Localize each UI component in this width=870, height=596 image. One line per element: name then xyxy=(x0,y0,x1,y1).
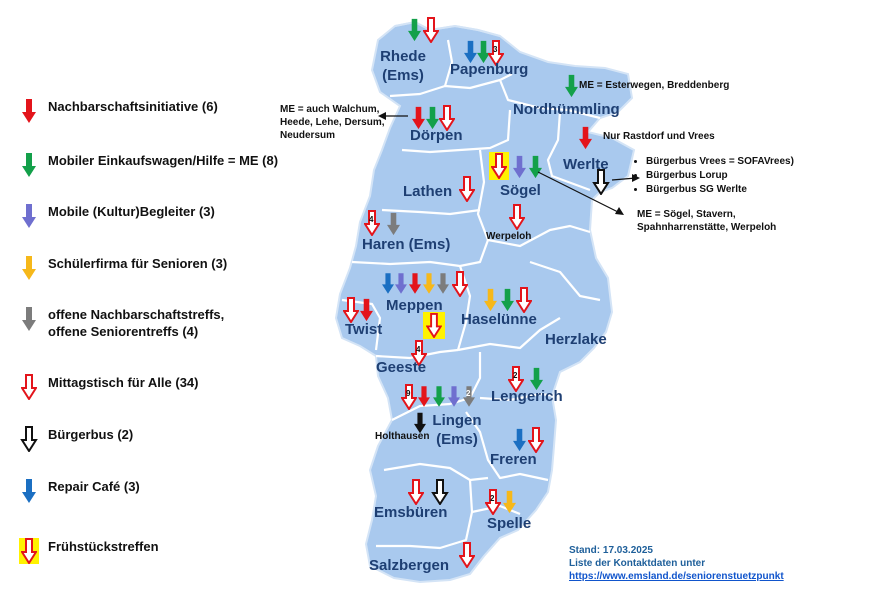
buergerbus-list xyxy=(632,155,794,197)
town-label-meppen: Meppen xyxy=(386,297,443,314)
legend-item xyxy=(18,306,224,340)
legend-label: Bürgerbus (2) xyxy=(48,427,134,442)
town-label-lingen: Lingen (Ems) xyxy=(432,412,482,448)
count-lingen-treff: 2 xyxy=(466,389,471,398)
purple-arrow-icon xyxy=(18,203,40,229)
legend-label: offene Nachbarschaftstreffs, offene Seniorentreffs (4) xyxy=(48,307,225,339)
town-label-haren: Haren (Ems) xyxy=(362,236,451,253)
legend-item xyxy=(18,255,227,281)
town-label-geeste: Geeste xyxy=(376,359,427,376)
town-label-nordhuemmling: Nordhümmling xyxy=(513,101,620,118)
town-label-lathen: Lathen xyxy=(403,183,453,200)
footer-stand: Stand: 17.03.2025 xyxy=(569,545,653,556)
list-item: • Bürgerbus Lorup xyxy=(646,169,794,183)
legend-item xyxy=(18,426,133,452)
footer-link[interactable]: https://www.emsland.de/seniorenstuetzpunkt xyxy=(569,571,784,582)
red-outline-arrow-icon xyxy=(18,374,40,400)
black-outline-arrow-icon xyxy=(18,426,40,452)
legend-item xyxy=(18,374,198,400)
legend-label: Repair Café (3) xyxy=(48,479,140,494)
legend-label: Frühstückstreffen xyxy=(48,539,159,554)
green-arrow-icon xyxy=(18,152,40,178)
legend-item xyxy=(18,478,140,504)
note-holthausen: Holthausen xyxy=(375,431,430,442)
count-papenburg: 3 xyxy=(493,45,498,54)
legend-item xyxy=(18,538,159,564)
count-lingen-mittag: 9 xyxy=(406,389,411,398)
count-spelle: 2 xyxy=(490,494,495,503)
yellow-arrow-icon xyxy=(18,255,40,281)
town-label-salzbergen: Salzbergen xyxy=(369,557,450,574)
town-label-haseluenne: Haselünne xyxy=(461,311,537,328)
legend-item xyxy=(18,152,278,178)
legend-item xyxy=(18,203,215,229)
legend-label: Mobile (Kultur)Begleiter (3) xyxy=(48,204,215,219)
town-label-spelle: Spelle xyxy=(487,515,532,532)
footer xyxy=(569,544,784,583)
legend-item xyxy=(18,98,218,124)
count-geeste: 4 xyxy=(416,345,421,354)
legend-label: Mittagstisch für Alle (34) xyxy=(48,375,199,390)
legend-label: Schülerfirma für Senioren (3) xyxy=(48,256,228,271)
town-label-papenburg: Papenburg xyxy=(450,61,529,78)
count-haren: 4 xyxy=(369,215,374,224)
note-soegel-me: ME = Sögel, Stavern, Spahnharrenstätte, Werpeloh xyxy=(637,209,777,233)
town-label-lengerich: Lengerich xyxy=(491,388,563,405)
note-werlte-ni: Nur Rastdorf und Vrees xyxy=(603,131,715,142)
town-label-twist: Twist xyxy=(345,321,383,338)
note-nordhuemmling-me: ME = Esterwegen, Breddenberg xyxy=(579,80,730,91)
town-label-werlte: Werlte xyxy=(563,156,609,173)
town-label-soegel: Sögel xyxy=(500,182,541,199)
note-werpeloh: Werpeloh xyxy=(486,231,532,242)
list-item: • Bürgerbus Vrees = SOFAVrees) xyxy=(646,155,794,169)
count-lengerich: 2 xyxy=(513,371,518,380)
blue-arrow-icon xyxy=(18,478,40,504)
red-outline-arrow-on-yellow-icon xyxy=(18,538,40,564)
town-label-emsbueren: Emsbüren xyxy=(374,504,448,521)
list-item: • Bürgerbus SG Werlte xyxy=(646,183,794,197)
legend-label: Nachbarschaftsinitiative (6) xyxy=(48,99,218,114)
town-label-freren: Freren xyxy=(490,451,537,468)
legend xyxy=(0,0,330,596)
town-label-rhede: Rhede (Ems) xyxy=(380,48,426,84)
red-arrow-icon xyxy=(18,98,40,124)
footer-liste: Liste der Kontaktdaten unter xyxy=(569,558,706,569)
gray-arrow-icon xyxy=(18,306,40,332)
note-doerpen-me: ME = auch Walchum, Heede, Lehe, Dersum, Neudersum xyxy=(280,104,385,141)
town-label-doerpen: Dörpen xyxy=(410,127,463,144)
legend-label: Mobiler Einkaufswagen/Hilfe = ME (8) xyxy=(48,153,279,168)
town-label-herzlake: Herzlake xyxy=(545,331,607,348)
